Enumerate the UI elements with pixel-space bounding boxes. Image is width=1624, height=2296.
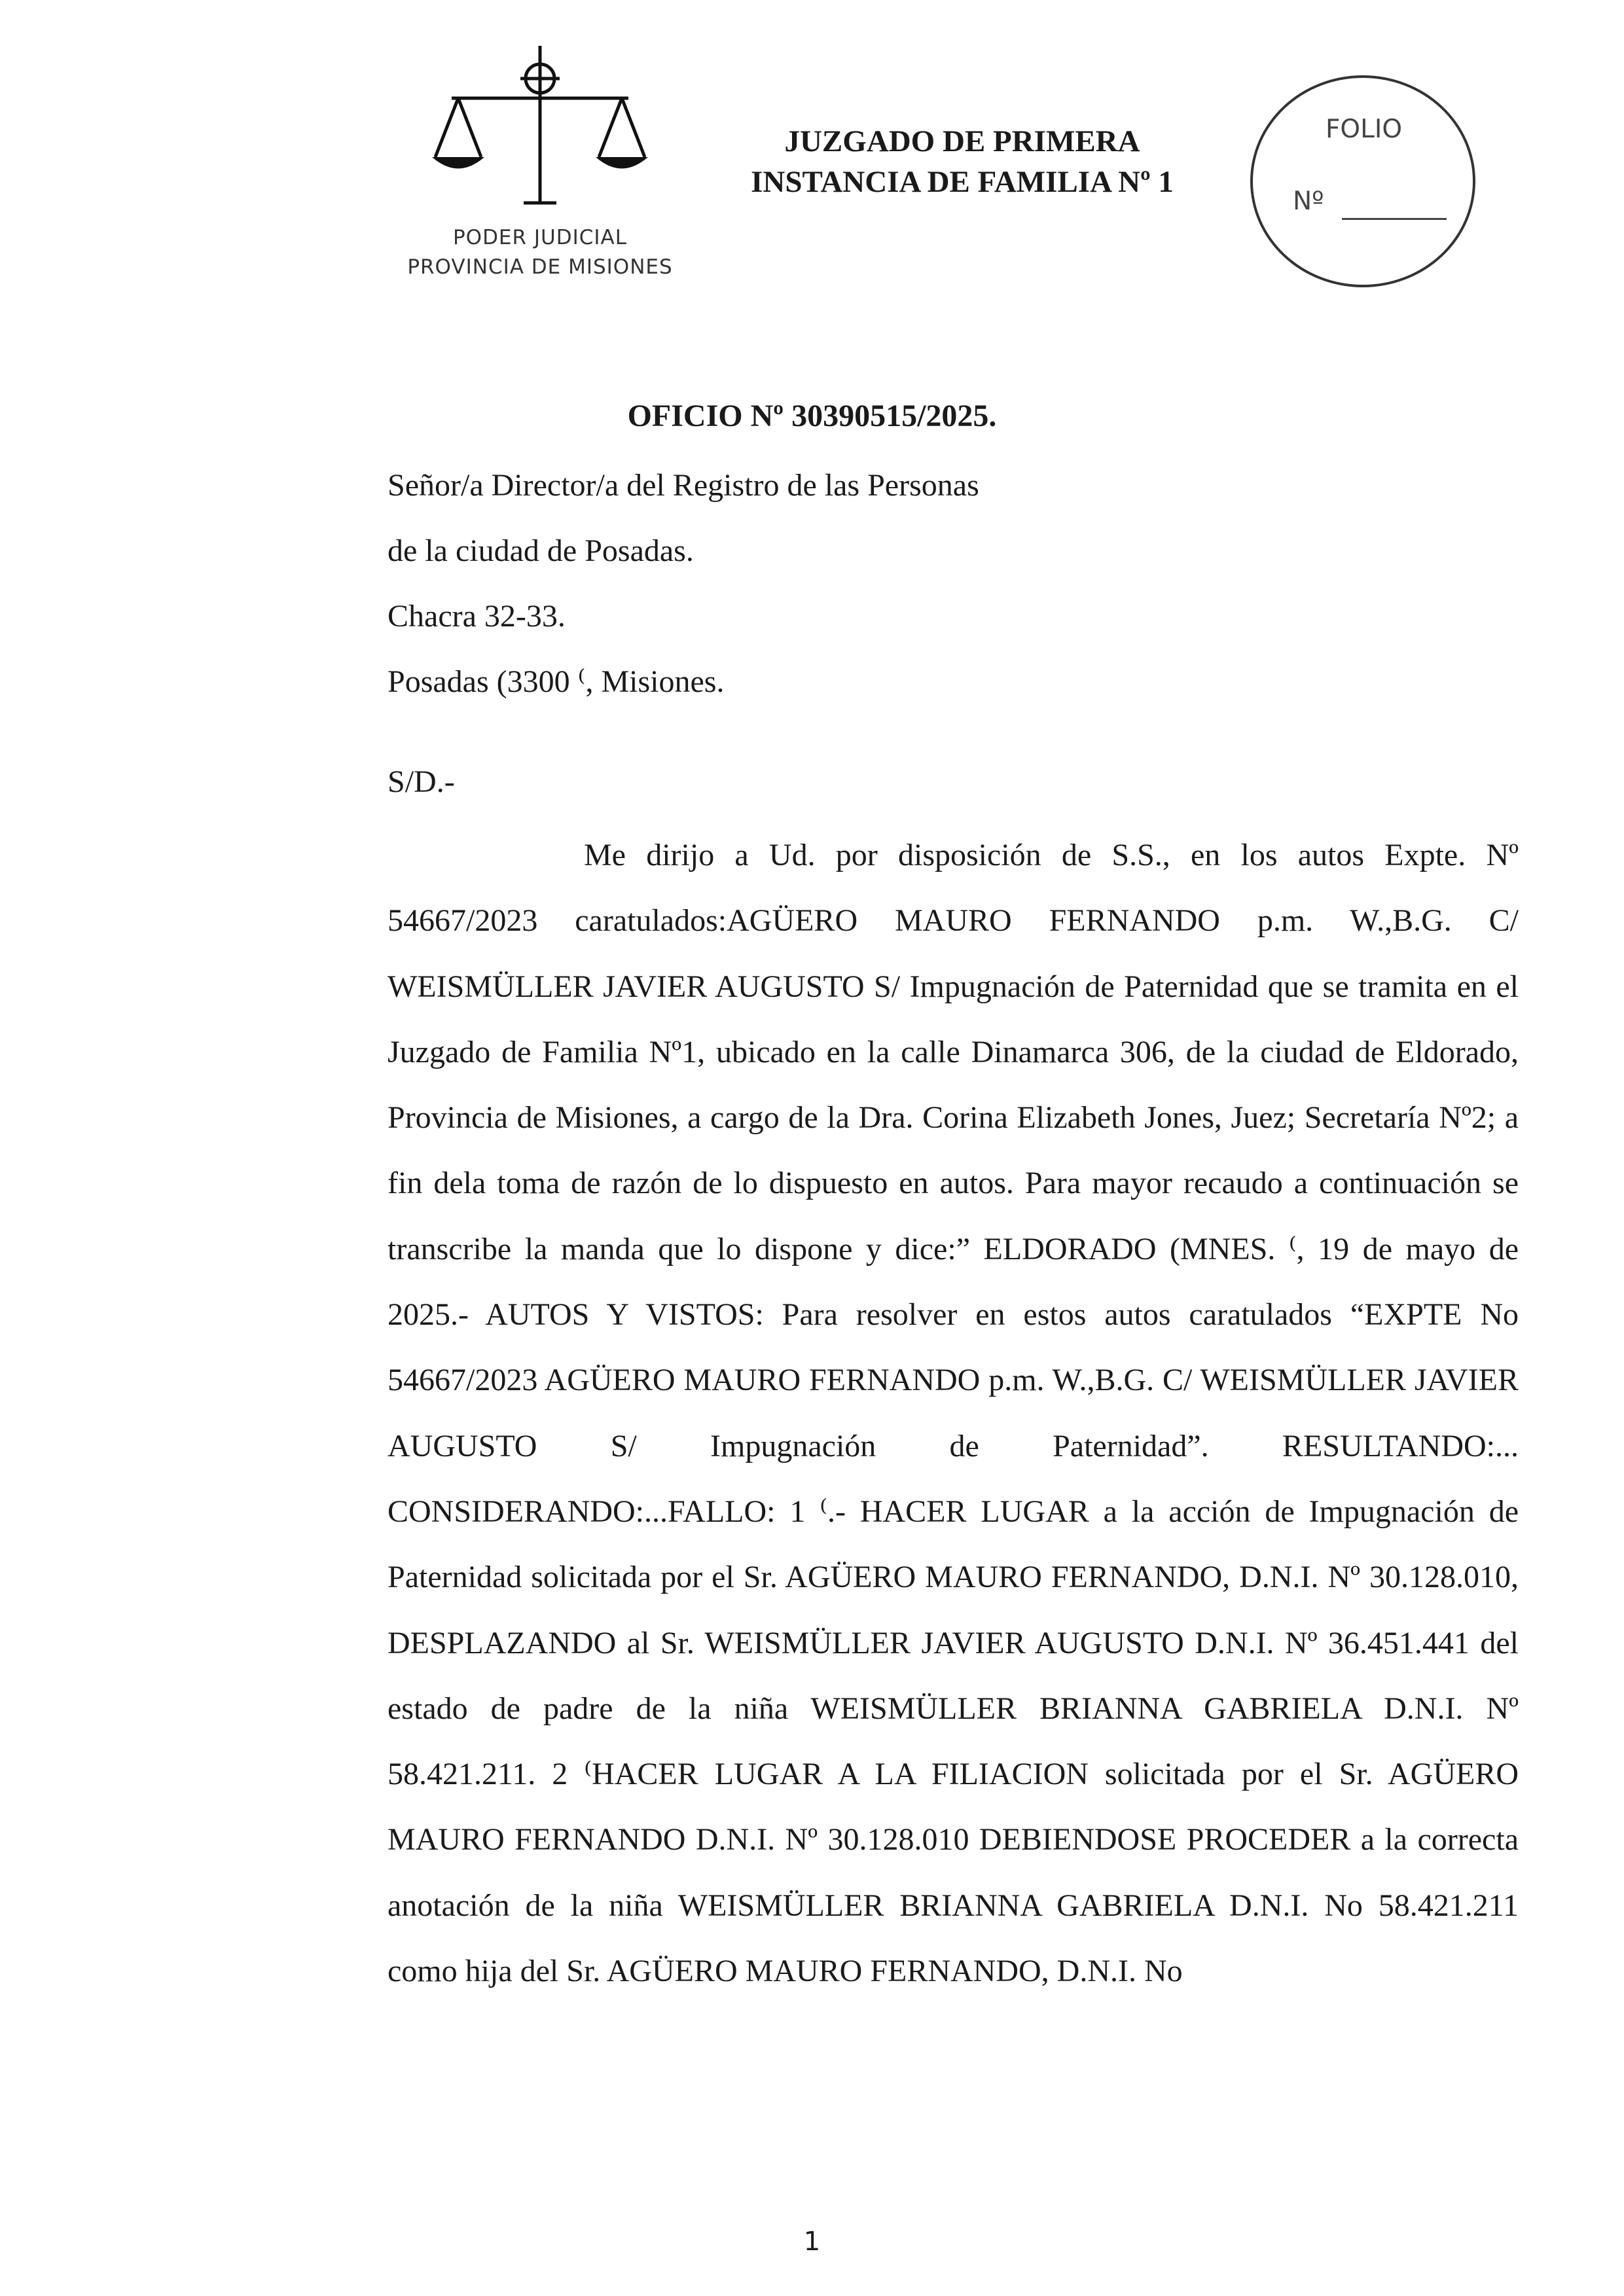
document-body bbox=[388, 823, 1519, 2004]
folio-number-line bbox=[1342, 218, 1447, 220]
folio-stamp bbox=[1250, 75, 1473, 285]
body-paragraph: Me dirijo a Ud. por disposición de S.S., en los autos Expte. Nº 54667/2023 caratulados:AGÜERO MAURO FERNANDO p.m. W.,B.G. C/ WEISMÜLLER JAVIER AUGUSTO S/ Impugnación de Paternidad que se tramita en el Juzgado de Familia Nº1, ubicado en la calle Dinamarca 306, de la ciudad de Eldorado, Provincia de Misiones, a cargo de la Dra. Corina Elizabeth Jones, Juez; Secretaría Nº2; a fin dela toma de razón de lo dispuesto en autos. Para mayor recaudo a continuación se transcribe la manda que lo dispone y dice:” ELDORADO (MNES. ⁽, 19 de mayo de 2025.- AUTOS Y VISTOS: Para resolver en estos autos caratulados “EXPTE No 54667/2023 AGÜERO MAURO FERNANDO p.m. W.,B.G. C/ WEISMÜLLER JAVIER AUGUSTO S/ Impugnación de Paternidad”. RESULTANDO:... CONSIDERANDO:...FALLO: 1 ⁽.- HACER LUGAR a la acción de Impugnación de Paternidad solicitada por el Sr. AGÜERO MAURO FERNANDO, D.N.I. Nº 30.128.010, DESPLAZANDO al Sr. WEISMÜLLER JAVIER AUGUSTO D.N.I. Nº 36.451.441 del estado de padre de la niña WEISMÜLLER BRIANNA GABRIELA D.N.I. Nº 58.421.211. 2 ⁽HACER LUGAR A LA FILIACION solicitada por el Sr. AGÜERO MAURO FERNANDO D.N.I. Nº 30.128.010 DEBIENDOSE PROCEDER a la correcta anotación de la niña WEISMÜLLER BRIANNA GABRIELA D.N.I. No 58.421.211 como hija del Sr. AGÜERO MAURO FERNANDO, D.N.I. No bbox=[388, 838, 1519, 1989]
folio-circle bbox=[1250, 75, 1475, 287]
scales-of-justice-icon bbox=[432, 39, 648, 216]
court-line-1: JUZGADO DE PRIMERA bbox=[784, 124, 1140, 158]
salutation: S/D.- bbox=[388, 764, 455, 799]
folio-number-label: Nº bbox=[1293, 187, 1324, 216]
document-title: OFICIO Nº 30390515/2025. bbox=[627, 399, 997, 433]
recipient-line-4: Posadas (3300 ⁽, Misiones. bbox=[388, 664, 725, 699]
seal-line-1: PODER JUDICIAL bbox=[452, 226, 628, 249]
folio-label: FOLIO bbox=[1326, 115, 1403, 144]
recipient-line-1: Señor/a Director/a del Registro de las Personas bbox=[388, 468, 979, 503]
court-heading bbox=[687, 121, 1237, 202]
court-line-2: INSTANCIA DE FAMILIA Nº 1 bbox=[751, 165, 1174, 199]
page-number: 1 bbox=[803, 2227, 821, 2257]
seal-line-2: PROVINCIA DE MISIONES bbox=[407, 255, 673, 279]
recipient-line-2: de la ciudad de Posadas. bbox=[388, 533, 694, 568]
court-seal bbox=[406, 39, 674, 295]
recipient-line-3: Chacra 32-33. bbox=[388, 599, 566, 634]
